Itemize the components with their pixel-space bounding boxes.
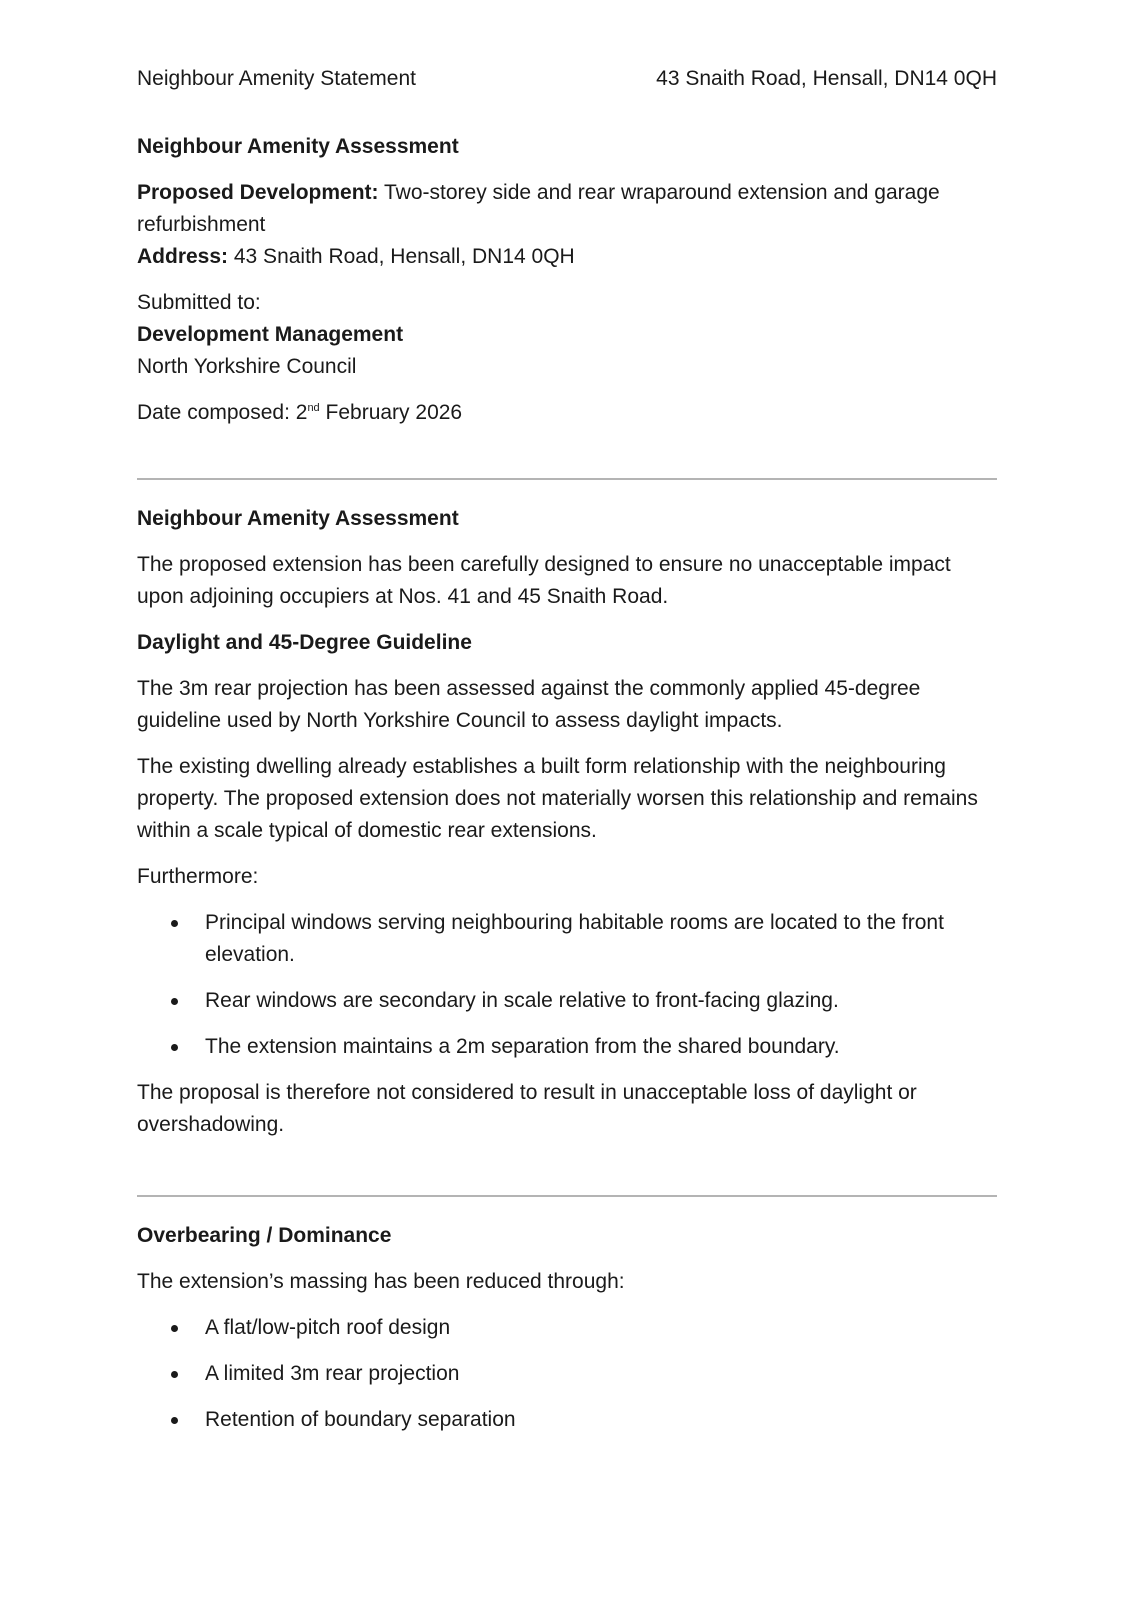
section-divider: [137, 1195, 997, 1197]
list-item: [137, 1358, 997, 1390]
list-item-text: Principal windows serving neighbouring habitable rooms are located to the front elevation.: [205, 911, 944, 966]
bullet-icon: [171, 1044, 178, 1051]
bullet-icon: [171, 1325, 178, 1332]
address-line: [137, 241, 997, 273]
list-item: [137, 1031, 997, 1063]
list-item: [137, 907, 997, 971]
bullet-list: [137, 907, 997, 1063]
proposed-development: [137, 177, 997, 241]
address-value: 43 Snaith Road, Hensall, DN14 0QH: [228, 245, 575, 268]
council-name: North Yorkshire Council: [137, 355, 357, 378]
list-item: [137, 1312, 997, 1344]
section-heading: Overbearing / Dominance: [137, 1224, 392, 1247]
date-prefix: Date composed: 2: [137, 401, 308, 424]
address-label: Address:: [137, 245, 229, 268]
submitted-to-label: Submitted to:: [137, 291, 261, 314]
department-name: Development Management: [137, 323, 404, 346]
subsection-heading: Daylight and 45-Degree Guideline: [137, 631, 472, 654]
header-document-title: Neighbour Amenity Statement: [137, 67, 416, 90]
paragraph: The extension’s massing has been reduced through:: [137, 1270, 625, 1293]
section-overbearing: [137, 1220, 997, 1436]
list-item-text: A flat/low-pitch roof design: [205, 1316, 451, 1339]
proposed-development-value: Two-storey side and rear wraparound extension and garage refurbishment: [137, 181, 940, 236]
paragraph: The proposed extension has been carefully designed to ensure no unacceptable impact upon adjoining occupiers at Nos. 41 and 45 Snaith Road.: [137, 553, 951, 608]
list-item-text: Retention of boundary separation: [205, 1408, 516, 1431]
list-item: [137, 985, 997, 1017]
bullet-icon: [171, 1371, 178, 1378]
date-rest: February 2026: [319, 401, 463, 424]
intro-block: [137, 131, 997, 429]
bullet-icon: [171, 1417, 178, 1424]
list-item: [137, 1404, 997, 1436]
bullet-list: [137, 1312, 997, 1436]
running-header: [137, 66, 997, 91]
section-divider: [137, 478, 997, 480]
header-site-address: 43 Snaith Road, Hensall, DN14 0QH: [656, 67, 997, 90]
paragraph: Furthermore:: [137, 865, 259, 888]
bullet-icon: [171, 998, 178, 1005]
date-ordinal-suffix: nd: [307, 402, 320, 414]
list-item-text: Rear windows are secondary in scale relative to front-facing glazing.: [205, 989, 839, 1012]
paragraph: The 3m rear projection has been assessed against the commonly applied 45-degree guideline used by North Yorkshire Council to assess daylight impacts.: [137, 677, 921, 732]
bullet-icon: [171, 920, 178, 927]
paragraph: The proposal is therefore not considered to result in unacceptable loss of daylight or overshadowing.: [137, 1081, 917, 1136]
list-item-text: A limited 3m rear projection: [205, 1362, 460, 1385]
section-heading: Neighbour Amenity Assessment: [137, 507, 459, 530]
section-neighbour-amenity: [137, 503, 997, 1141]
date-composed: [137, 397, 997, 429]
paragraph: The existing dwelling already establishes a built form relationship with the neighbouring property. The proposed extension does not materially worsen this relationship and remains within a scale typical of domestic rear extensions.: [137, 755, 978, 842]
proposed-development-label: Proposed Development:: [137, 181, 379, 204]
intro-heading: Neighbour Amenity Assessment: [137, 135, 459, 158]
list-item-text: The extension maintains a 2m separation from the shared boundary.: [205, 1035, 840, 1058]
